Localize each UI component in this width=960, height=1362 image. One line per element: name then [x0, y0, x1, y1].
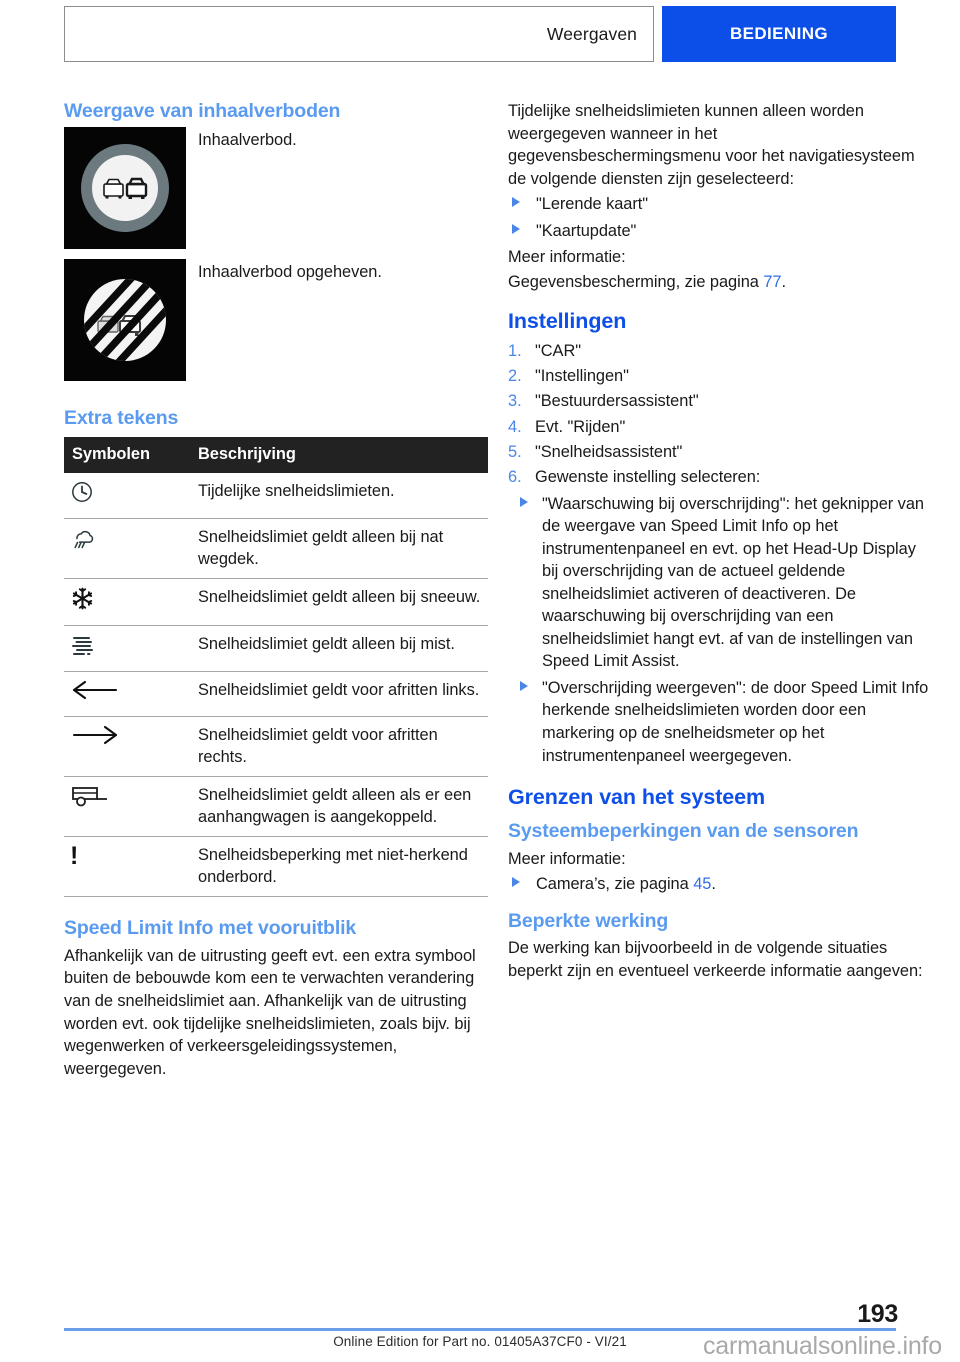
row-description: Snelheidslimiet geldt alleen bij mist. [192, 626, 488, 672]
page-link[interactable]: 77 [763, 272, 782, 291]
clock-icon [64, 473, 192, 519]
tab-gap [654, 6, 662, 62]
step-number: 6. [508, 468, 522, 487]
site-watermark: carmanualsonline.info [702, 1332, 942, 1360]
sensor-ref-suffix: . [711, 875, 716, 894]
step-number: 4. [508, 417, 522, 436]
settings-steps-list [508, 340, 932, 490]
sign-label: Inhaalverbod opgeheven. [198, 263, 382, 282]
row-description: Snelheidslimiet geldt alleen bij sneeuw. [192, 579, 488, 626]
footer-divider [64, 1328, 896, 1331]
left-column [64, 100, 488, 1082]
sign-row [64, 259, 488, 381]
list-item [508, 493, 932, 673]
page-link[interactable]: 45 [693, 875, 712, 894]
step-number: 3. [508, 392, 522, 411]
page-header [64, 6, 896, 62]
step-label: "Snelheidsassistent" [535, 442, 683, 461]
edition-text: Online Edition for Part no. 01405A37CF0 - VI/21 [333, 1334, 627, 1349]
sensor-ref-text: Camera’s, zie pagina [536, 875, 694, 894]
row-description: Snelheidslimiet geldt alleen als er een aanhangwagen is aangekoppeld. [192, 776, 488, 836]
row-description: Tijdelijke snelheidslimieten. [192, 473, 488, 519]
row-description: Snelheidslimiet geldt alleen bij nat wegdek. [192, 518, 488, 578]
rain-cloud-icon [64, 518, 192, 578]
page-number: 193 [857, 1300, 898, 1328]
list-item-label: "Overschrijding weergeven": de door Speed Limit Info herkende snelheidslimieten worden door een markering op de snelheidsmeter op het instrumentenpaneel weergegeven. [542, 678, 929, 765]
table-row [64, 518, 488, 578]
step-label: Evt. "Rijden" [535, 417, 626, 436]
list-item [508, 466, 932, 489]
step-label: "Instellingen" [535, 367, 629, 386]
heading-weergave-inhaalverboden: Weergave van inhaalverboden [64, 100, 341, 122]
sign-label: Inhaalverbod. [198, 131, 297, 150]
step-label: "CAR" [535, 341, 581, 360]
list-item [508, 416, 932, 439]
column-header-symbolen: Symbolen [64, 437, 192, 473]
table-row [64, 626, 488, 672]
extra-signs-table [64, 437, 488, 898]
triangle-bullet-icon [512, 224, 520, 234]
list-item-label: "Kaartupdate" [536, 221, 637, 240]
step-number: 1. [508, 341, 522, 360]
row-description: Snelheidslimiet geldt voor afritten rechts. [192, 716, 488, 776]
privacy-cross-reference [508, 271, 932, 294]
table-row [64, 776, 488, 836]
right-column [508, 100, 932, 984]
list-item [508, 441, 932, 464]
tab-section-label: BEDIENING [729, 24, 829, 43]
heading-extra-tekens: Extra tekens [64, 407, 179, 430]
heading-systeembeperkingen-sensoren: Systeembeperkingen van de sensoren [508, 820, 859, 843]
triangle-bullet-icon [520, 681, 528, 691]
arrow-left-icon [64, 672, 192, 716]
table-header-row [64, 437, 488, 473]
tab-chapter-label: Weergaven [546, 23, 637, 44]
exclamation-icon: ! [64, 837, 192, 897]
tab-section[interactable] [662, 6, 896, 62]
sensor-reference-list [508, 873, 932, 896]
column-header-beschrijving: Beschrijving [192, 437, 488, 473]
list-item [508, 390, 932, 413]
table-row [64, 473, 488, 519]
heading-instellingen: Instellingen [508, 309, 627, 334]
heading-grenzen-van-het-systeem: Grenzen van het systeem [508, 785, 766, 810]
list-item [508, 873, 932, 896]
step-number: 2. [508, 367, 522, 386]
triangle-bullet-icon [512, 197, 520, 207]
heading-beperkte-werking: Beperkte werking [508, 909, 669, 932]
list-item-label: "Waarschuwing bij overschrijding": het geknipper van de weergave van Speed Limit Info op het instrumentenpaneel en evt. op het Head-Up Display bij overschrijding van de actueel geldende snelheidslimiet activeren of deactiveren. De waarschuwing bij overschrijding van een snelheidslimiet hangt evt. af van de instellingen van Speed Limit Assist. [542, 494, 924, 671]
trailer-icon [64, 776, 192, 836]
sensor-more-info-label: Meer informatie: [508, 849, 626, 868]
step-label: Gewenste instelling selecteren: [535, 468, 761, 487]
sign-row [64, 127, 488, 249]
more-info-label: Meer informatie: [508, 248, 626, 267]
arrow-right-icon [64, 716, 192, 776]
table-row [64, 672, 488, 716]
list-item-label: "Lerende kaart" [536, 195, 649, 214]
row-description: Snelheidsbeperking met niet-herkend onderbord. [192, 837, 488, 897]
table-row [64, 837, 488, 897]
speed-limit-preview-paragraph: Afhankelijk van de uitrusting geeft evt. een extra symbool buiten de bebouwde kom een te verwachten verandering van de snelheidslimiet aan. Afhankelijk van de uitrusting worden evt. ook tijdelijke snelheidslimieten, zoals bijv. bij wegenwerken of verkeersgeleidingssystemen, weergegeven. [64, 946, 476, 1078]
triangle-bullet-icon [512, 877, 520, 887]
list-item [508, 365, 932, 388]
triangle-bullet-icon [520, 497, 528, 507]
list-item [508, 193, 932, 216]
snowflake-icon [64, 579, 192, 626]
privacy-ref-suffix: . [781, 272, 787, 291]
table-row [64, 579, 488, 626]
row-description: Snelheidslimiet geldt voor afritten links. [192, 672, 488, 716]
settings-substeps-list [508, 493, 932, 768]
list-item [508, 677, 932, 767]
list-item [508, 340, 932, 363]
limited-function-paragraph: De werking kan bijvoorbeeld in de volgende situaties beperkt zijn en eventueel verkeerde informatie aangeven: [508, 939, 923, 980]
step-number: 5. [508, 442, 522, 461]
intro-bullet-list [508, 193, 932, 242]
privacy-ref-text: Gegevensbescherming, zie pagina [508, 272, 764, 291]
intro-paragraph: Tijdelijke snelheidslimieten kunnen alleen worden weergegeven wanneer in het gegevensbeschermingsmenu voor het navigatiesysteem de volgende diensten zijn geselecteerd: [508, 102, 915, 188]
end-of-no-overtaking-sign-icon [64, 259, 186, 381]
heading-speed-limit-info-vooruitblik: Speed Limit Info met vooruitblik [64, 917, 357, 940]
fog-icon [64, 626, 192, 672]
list-item [508, 220, 932, 243]
tab-chapter[interactable] [64, 6, 654, 62]
no-overtaking-sign-icon [64, 127, 186, 249]
step-label: "Bestuurdersassistent" [535, 392, 699, 411]
page-footer [0, 1300, 960, 1362]
table-row [64, 716, 488, 776]
